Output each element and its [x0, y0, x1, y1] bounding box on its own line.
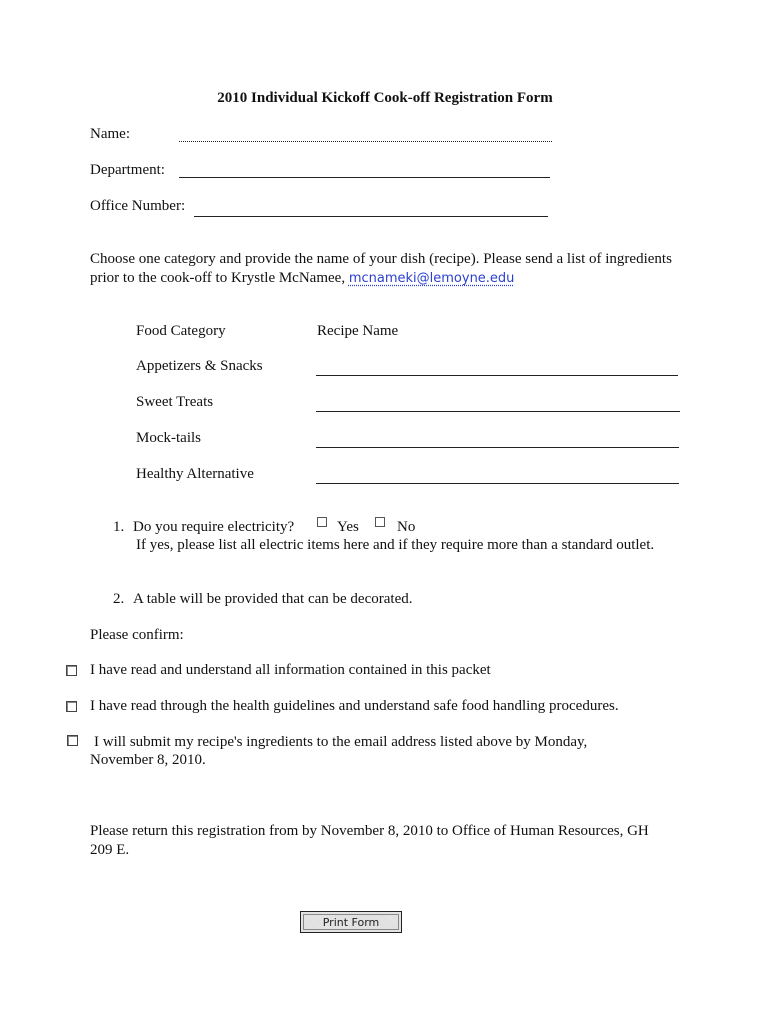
- instructions-line-2: [90, 270, 514, 287]
- question-1-text: Do you require electricity?: [133, 519, 295, 535]
- recipe-name-header: Recipe Name: [317, 323, 399, 339]
- instructions-prefix: prior to the cook-off to Krystle McNamee,: [90, 270, 349, 286]
- category-sweet-treats: Sweet Treats: [136, 394, 214, 410]
- electricity-yes-label: Yes: [337, 519, 359, 535]
- electricity-yes-checkbox[interactable]: [317, 517, 327, 527]
- question-2-text: A table will be provided that can be decorated.: [133, 591, 413, 607]
- department-field[interactable]: [179, 161, 550, 178]
- return-note-line-2: 209 E.: [90, 842, 130, 858]
- confirm-health-text: I have read through the health guidelines and understand safe food handling procedures.: [90, 698, 619, 714]
- question-1-number: 1.: [113, 519, 125, 535]
- question-2-number: 2.: [113, 591, 125, 607]
- confirm-ingredients-checkbox[interactable]: [67, 735, 78, 746]
- electricity-no-checkbox[interactable]: [375, 517, 385, 527]
- department-label: Department:: [90, 162, 165, 178]
- return-note-line-1: Please return this registration from by November 8, 2010 to Office of Human Resources, GH: [90, 823, 649, 839]
- question-1-followup: If yes, please list all electric items here and if they require more than a standard outlet.: [136, 537, 655, 553]
- print-form-label: Print Form: [303, 914, 399, 930]
- office-number-label: Office Number:: [90, 198, 186, 214]
- office-number-field[interactable]: [194, 200, 548, 217]
- confirm-ingredients-text-2: November 8, 2010.: [90, 752, 206, 768]
- name-field[interactable]: [179, 125, 552, 142]
- print-form-button[interactable]: [300, 911, 402, 933]
- recipe-field-mock-tails[interactable]: [316, 431, 679, 448]
- instructions-line-1: Choose one category and provide the name of your dish (recipe). Please send a list of ingredients: [90, 251, 672, 267]
- page-title: 2010 Individual Kickoff Cook-off Registration Form: [217, 90, 553, 106]
- name-label: Name:: [90, 126, 130, 142]
- contact-email-link[interactable]: mcnameki@lemoyne.edu: [348, 271, 515, 286]
- confirm-packet-text: I have read and understand all information contained in this packet: [90, 662, 491, 678]
- category-appetizers: Appetizers & Snacks: [136, 358, 263, 374]
- food-category-header: Food Category: [136, 323, 226, 339]
- confirm-ingredients-text-1: I will submit my recipe's ingredients to the email address listed above by Monday,: [94, 734, 588, 750]
- category-healthy-alternative: Healthy Alternative: [136, 466, 254, 482]
- recipe-field-appetizers[interactable]: [316, 359, 678, 376]
- recipe-field-sweet-treats[interactable]: [316, 395, 680, 412]
- category-mock-tails: Mock-tails: [136, 430, 201, 446]
- confirm-packet-checkbox[interactable]: [66, 665, 77, 676]
- recipe-field-healthy-alternative[interactable]: [316, 467, 679, 484]
- electricity-no-label: No: [397, 519, 416, 535]
- confirm-health-checkbox[interactable]: [66, 701, 77, 712]
- confirm-heading: Please confirm:: [90, 627, 184, 643]
